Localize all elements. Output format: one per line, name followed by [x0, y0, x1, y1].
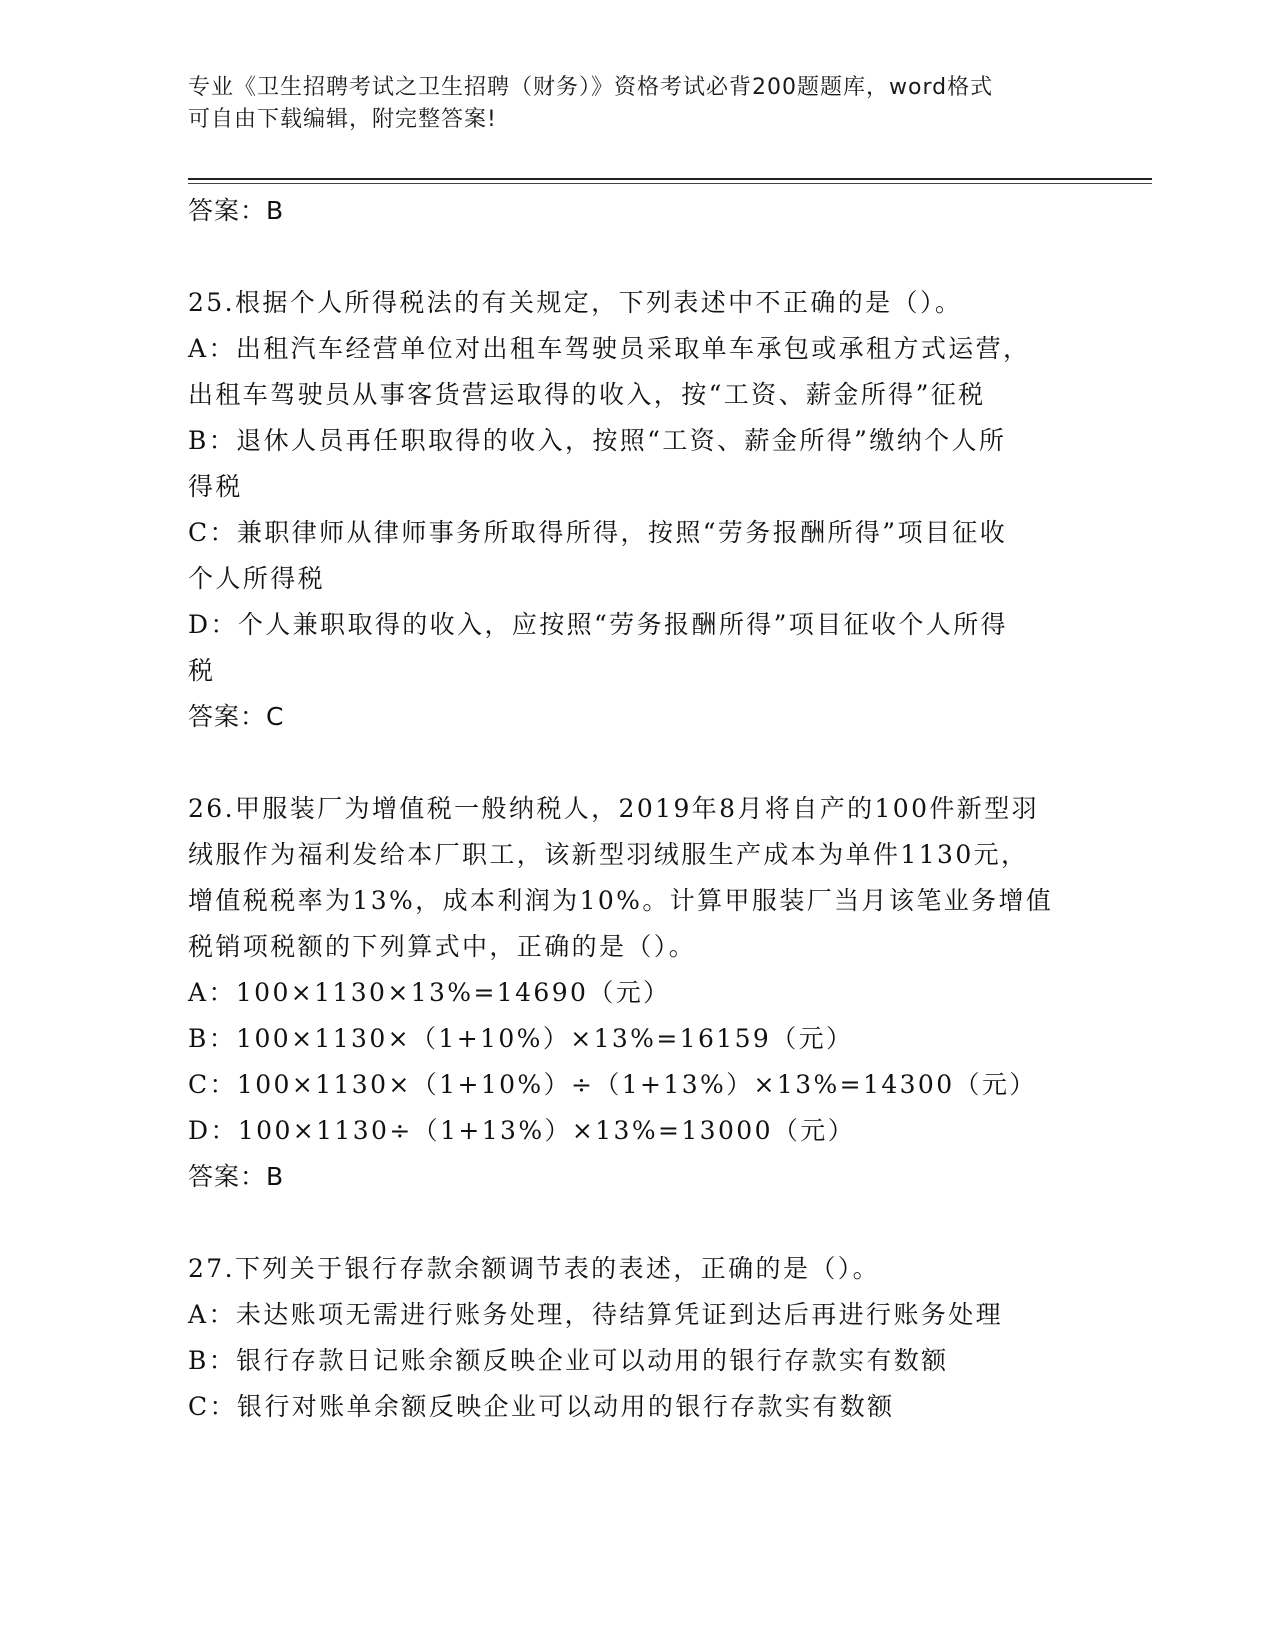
question-25-option-b: B：退休人员再任职取得的收入，按照“工资、薪金所得”缴纳个人所: [188, 426, 1007, 455]
question-26-answer: 答案：B: [188, 1162, 285, 1191]
header-line-1: 专业《卫生招聘考试之卫生招聘（财务）》资格考试必背200题题库，word格式: [188, 75, 994, 100]
previous-answer: 答案：B: [188, 196, 285, 225]
question-26-option-d: D：100×1130÷（1+13%）×13%=13000（元）: [188, 1116, 856, 1145]
question-25-option-c: C：兼职律师从律师事务所取得所得，按照“劳务报酬所得”项目征收: [188, 518, 1008, 547]
question-26-stem-4: 税销项税额的下列算式中，正确的是（）。: [188, 932, 697, 961]
header-line-2: 可自由下载编辑，附完整答案!: [188, 107, 497, 132]
question-25-option-d-cont: 税: [188, 656, 216, 685]
question-27-option-a: A：未达账项无需进行账务处理，待结算凭证到达后再进行账务处理: [188, 1300, 1004, 1329]
question-27-option-c: C：银行对账单余额反映企业可以动用的银行存款实有数额: [188, 1392, 895, 1421]
question-26-stem-2: 绒服作为福利发给本厂职工，该新型羽绒服生产成本为单件1130元，: [188, 840, 1029, 869]
question-26-stem-1: 26.甲服装厂为增值税一般纳税人，2019年8月将自产的100件新型羽: [188, 794, 1040, 823]
header-rule-thick: [188, 178, 1152, 180]
question-26-option-c: C：100×1130×（1+10%）÷（1+13%）×13%=14300（元）: [188, 1070, 1037, 1099]
question-26-option-a: A：100×1130×13%=14690（元）: [188, 978, 671, 1007]
question-25-answer: 答案：C: [188, 702, 285, 731]
question-25: [188, 280, 1088, 740]
spacer: [188, 1200, 1088, 1246]
question-25-option-c-cont: 个人所得税: [188, 564, 326, 593]
document-body: [188, 188, 1088, 1430]
document-header: [188, 72, 1068, 136]
header-rule-thin: [188, 183, 1152, 184]
question-26-option-b: B：100×1130×（1+10%）×13%=16159（元）: [188, 1024, 854, 1053]
question-27: [188, 1246, 1088, 1430]
question-25-stem: 25.根据个人所得税法的有关规定，下列表述中不正确的是（）。: [188, 288, 963, 317]
question-25-option-d: D：个人兼职取得的收入，应按照“劳务报酬所得”项目征收个人所得: [188, 610, 1009, 639]
question-26: [188, 786, 1088, 1200]
question-27-stem: 27.下列关于银行存款余额调节表的表述，正确的是（）。: [188, 1254, 881, 1283]
question-25-option-a: A：出租汽车经营单位对出租车驾驶员采取单车承包或承租方式运营，: [188, 334, 1031, 363]
spacer: [188, 740, 1088, 786]
question-25-option-a-cont: 出租车驾驶员从事客货营运取得的收入，按“工资、薪金所得”征税: [188, 380, 986, 409]
spacer: [188, 234, 1088, 280]
question-27-option-b: B：银行存款日记账余额反映企业可以动用的银行存款实有数额: [188, 1346, 949, 1375]
question-25-option-b-cont: 得税: [188, 472, 243, 501]
question-26-stem-3: 增值税税率为13%，成本利润为10%。计算甲服装厂当月该笔业务增值: [188, 886, 1054, 915]
